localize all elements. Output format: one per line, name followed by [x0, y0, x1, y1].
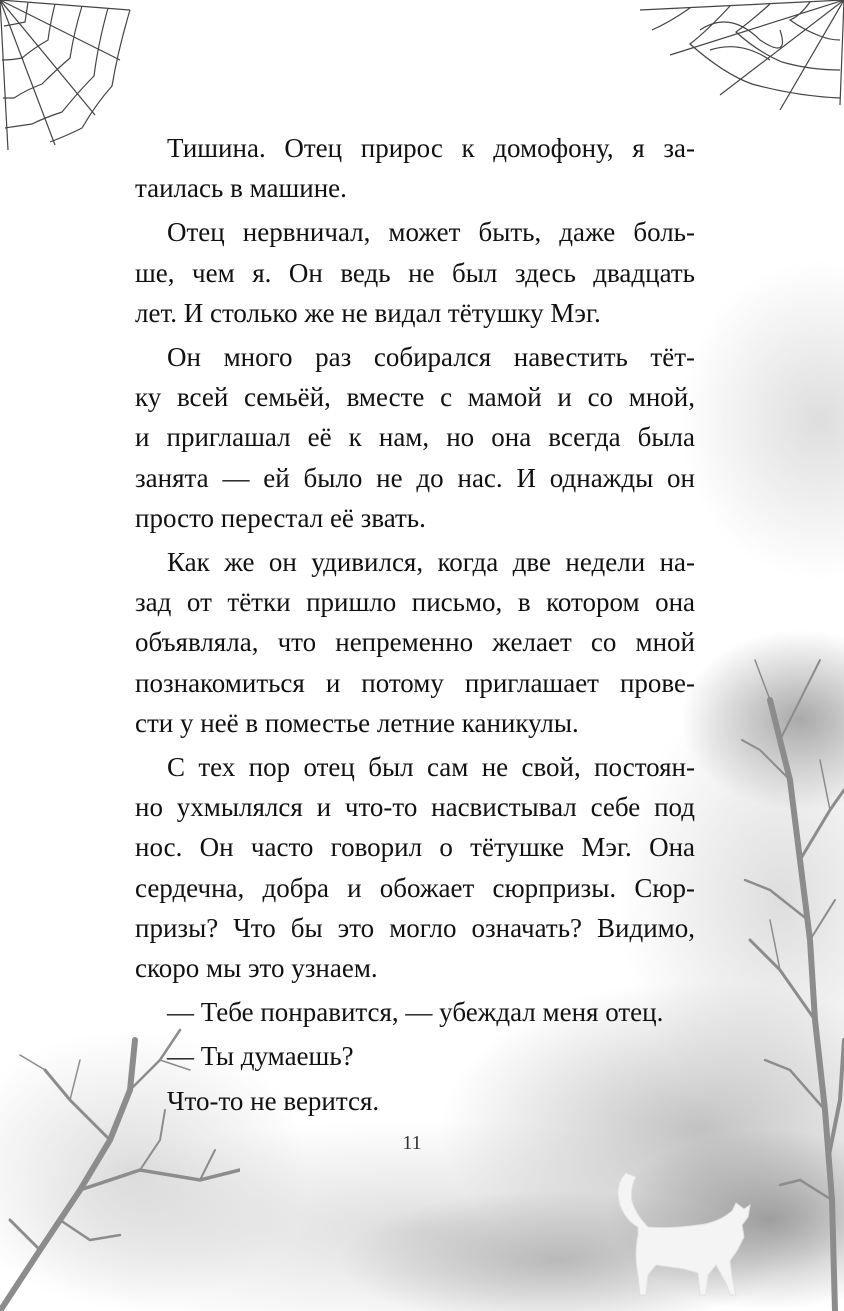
text-line: занята — ей было не до нас. И однажды он [135, 462, 695, 493]
text-line: таилась в машине. [135, 173, 347, 204]
paragraph [135, 747, 695, 988]
text-line: лет. И столько же не видал тётушку Мэг. [135, 297, 601, 328]
text-line: сердечна, добра и обожает сюрпризы. Сюр- [135, 872, 695, 903]
paragraph [135, 1081, 695, 1121]
dialogue-line [135, 1036, 695, 1076]
text-line: призы? Что бы это могло означать? Видимо, [135, 912, 695, 943]
spider-web-icon [640, 0, 844, 110]
text-line: нос. Он часто говорил о тётушке Мэг. Она [135, 832, 695, 863]
text-line: зад от тётки пришло письмо, в котором она [135, 587, 695, 618]
text-line: сти у неё в поместье летние каникулы. [135, 707, 579, 738]
text-line: Что-то не верится. [167, 1085, 380, 1116]
page-number: 11 [402, 1132, 422, 1154]
paragraph [135, 128, 695, 208]
text-line: ку всей семьёй, вместе с мамой и со мной, [135, 382, 695, 413]
text-line: — Тебе понравится, — убеждал меня отец. [167, 997, 664, 1028]
text-line: но ухмылялся и что-то насвистывал себе под [135, 792, 695, 823]
text-line: Отец нервничал, может быть, даже боль- [167, 217, 695, 248]
dialogue-line [135, 992, 695, 1032]
paragraph [135, 542, 695, 743]
cat-icon [608, 1165, 758, 1305]
text-line: скоро мы это узнаем. [135, 953, 378, 984]
text-line: и приглашал её к нам, но она всегда была [135, 422, 695, 453]
text-line: объявляла, что непременно желает со мной [135, 627, 695, 658]
paragraph [135, 212, 695, 333]
text-line: познакомиться и потому приглашает прове- [135, 667, 695, 698]
text-line: — Ты думаешь? [167, 1041, 354, 1072]
text-line: Тишина. Отец прирос к домофону, я за- [167, 133, 695, 163]
text-line: ше, чем я. Он ведь не был здесь двадцать [135, 257, 695, 288]
text-line: просто перестал её звать. [135, 502, 426, 533]
spider-web-icon [0, 0, 140, 150]
text-line: Как же он удивился, когда две недели на- [167, 547, 695, 578]
text-line: С тех пор отец был сам не свой, постоян- [167, 752, 695, 783]
page-text [135, 128, 695, 1125]
paragraph [135, 337, 695, 538]
text-line: Он много раз собирался навестить тёт- [167, 342, 695, 373]
